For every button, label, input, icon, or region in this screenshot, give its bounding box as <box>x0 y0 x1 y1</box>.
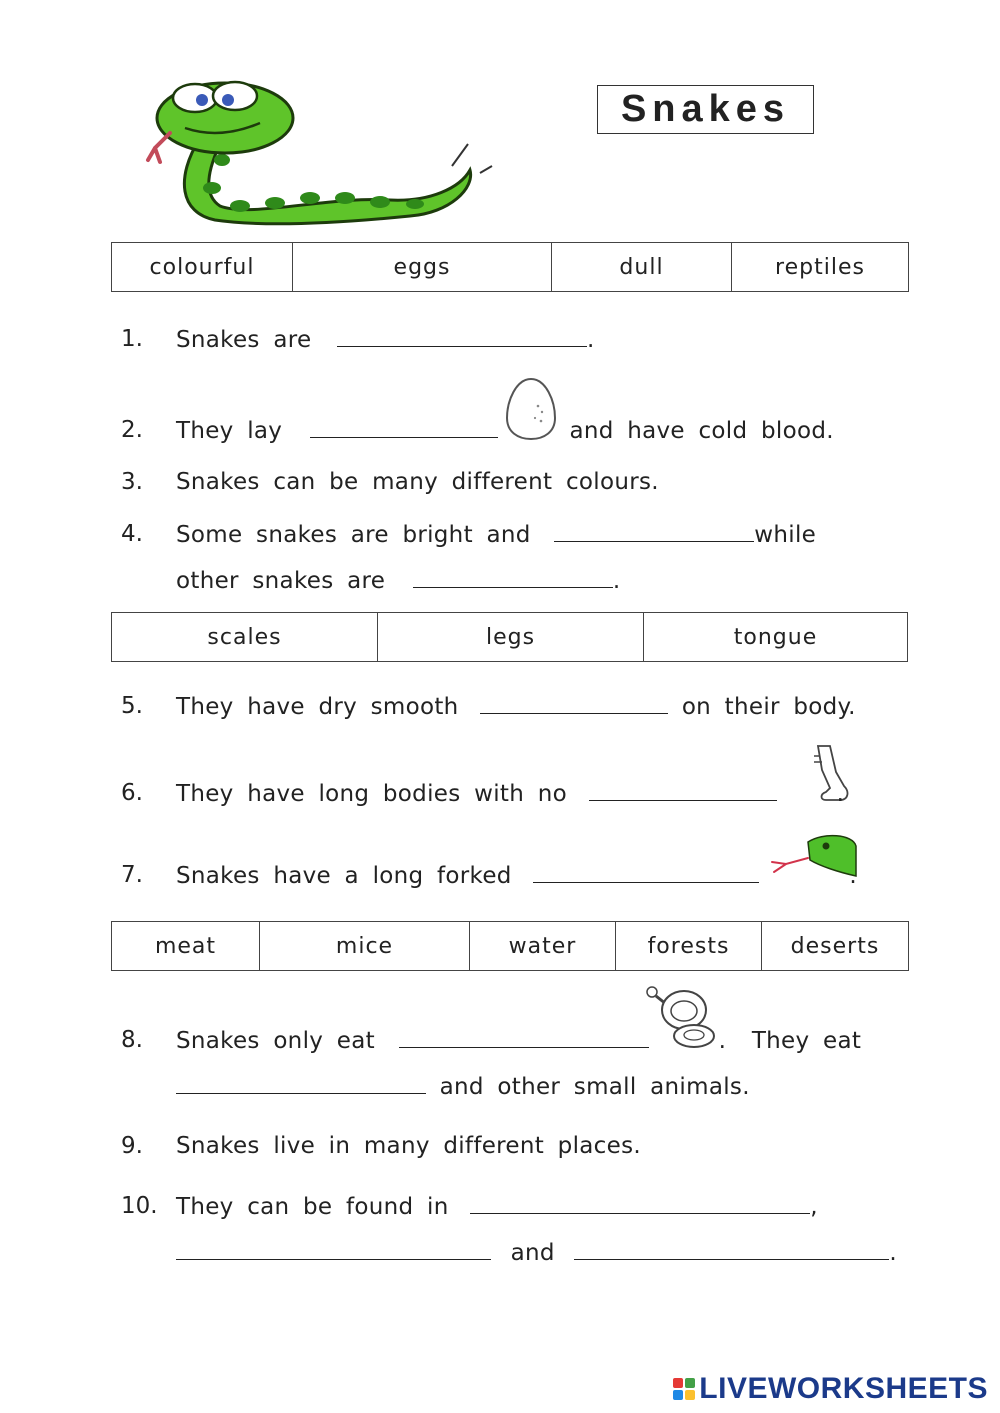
punctuation: , <box>810 1194 818 1220</box>
answer-blank[interactable] <box>533 862 759 883</box>
footer-brand: LIVEWORKSHEETS <box>699 1372 988 1405</box>
liveworksheets-logo[interactable] <box>673 1372 988 1406</box>
word-bank-2 <box>111 612 908 662</box>
question-text: They have dry smooth <box>176 694 459 720</box>
answer-blank[interactable] <box>399 1027 649 1048</box>
punctuation: . <box>849 863 857 889</box>
page-title: Snakes <box>620 88 791 130</box>
question-text: They lay <box>176 418 283 444</box>
question-text: while <box>754 522 817 548</box>
word-bank-cell: forests <box>616 922 762 971</box>
question-4-continued <box>176 567 620 594</box>
question-7 <box>176 862 857 889</box>
answer-blank[interactable] <box>589 780 777 801</box>
question-text: and other small animals. <box>439 1074 750 1100</box>
punctuation: . <box>587 327 595 353</box>
word-bank-cell: water <box>470 922 616 971</box>
question-3 <box>176 469 659 495</box>
question-2 <box>176 417 834 444</box>
question-number: 3. <box>121 469 143 495</box>
answer-blank[interactable] <box>470 1193 810 1214</box>
question-number: 9. <box>121 1133 143 1159</box>
word-bank-cell: tongue <box>644 613 908 662</box>
question-number: 1. <box>121 326 143 352</box>
answer-blank[interactable] <box>413 567 613 588</box>
question-number: 8. <box>121 1027 143 1053</box>
punctuation: . <box>889 1240 898 1266</box>
question-text: They have long bodies with no <box>176 781 567 807</box>
question-text: They can be found in <box>176 1194 449 1220</box>
question-text: Some snakes are bright and <box>176 522 531 548</box>
punctuation: . <box>718 1028 727 1054</box>
question-number: 10. <box>121 1193 158 1219</box>
title-box <box>597 85 814 134</box>
question-number: 6. <box>121 780 143 806</box>
snake-illustration <box>130 78 500 228</box>
answer-blank[interactable] <box>310 417 498 438</box>
question-10-continued <box>176 1239 897 1266</box>
answer-blank[interactable] <box>574 1239 889 1260</box>
punctuation: . <box>612 568 621 594</box>
question-6 <box>176 780 844 807</box>
question-8 <box>176 1027 861 1054</box>
word-bank-cell: dull <box>552 243 732 292</box>
question-text: on their body. <box>681 694 856 720</box>
question-text: other snakes are <box>176 568 386 594</box>
question-number: 2. <box>121 417 143 443</box>
word-bank-cell: deserts <box>762 922 909 971</box>
word-bank-cell: eggs <box>293 243 552 292</box>
liveworksheets-icon <box>673 1378 695 1400</box>
question-text: Snakes only eat <box>176 1028 375 1054</box>
word-bank-cell: scales <box>112 613 378 662</box>
answer-blank[interactable] <box>554 521 754 542</box>
word-bank-cell: legs <box>378 613 644 662</box>
question-8-continued <box>176 1073 750 1100</box>
punctuation: . <box>836 781 845 807</box>
question-5 <box>176 693 856 720</box>
question-1 <box>176 326 595 353</box>
question-text: Snakes are <box>176 327 312 353</box>
question-text: They eat <box>751 1028 862 1054</box>
question-10 <box>176 1193 818 1220</box>
question-text: Snakes live in many different places. <box>176 1133 641 1159</box>
question-text: and <box>510 1240 555 1266</box>
answer-blank[interactable] <box>176 1239 491 1260</box>
question-9 <box>176 1133 641 1159</box>
word-bank-cell: mice <box>260 922 470 971</box>
answer-blank[interactable] <box>176 1073 426 1094</box>
word-bank-1 <box>111 242 909 292</box>
answer-blank[interactable] <box>480 693 668 714</box>
word-bank-3 <box>111 921 909 971</box>
question-text: and have cold blood. <box>569 418 834 444</box>
question-text: Snakes have a long forked <box>176 863 512 889</box>
word-bank-cell: reptiles <box>732 243 909 292</box>
question-number: 5. <box>121 693 143 719</box>
question-number: 4. <box>121 521 143 547</box>
word-bank-cell: colourful <box>112 243 293 292</box>
word-bank-cell: meat <box>112 922 260 971</box>
question-number: 7. <box>121 862 143 888</box>
question-text: Snakes can be many different colours. <box>176 469 659 495</box>
answer-blank[interactable] <box>337 326 587 347</box>
question-4 <box>176 521 816 548</box>
